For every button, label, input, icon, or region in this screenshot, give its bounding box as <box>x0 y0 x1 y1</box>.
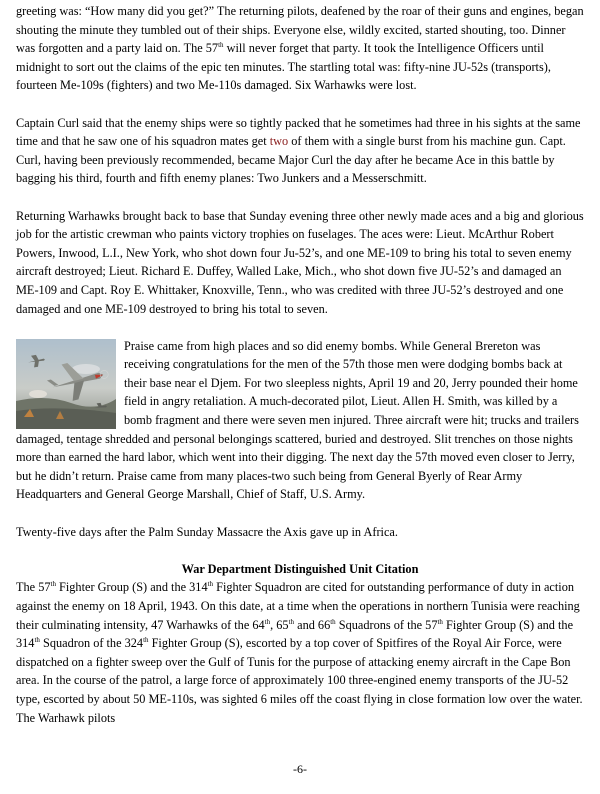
superscript: th <box>34 636 40 645</box>
text-run: Fighter Squadron are cited for outstanding performance of duty in action against the enemy on 18 April, 1943. On this date, at a time when the operations in northern Tunisia were reaching their culminating intensity, 47 Warhawks of the 64 <box>16 580 580 632</box>
superscript: th <box>264 617 271 626</box>
text-run: greeting was: “How many did you get?” The returning pilots, deafened by the roar of their guns and engines, began shouting the minute they tumbled out of their ships. Everyone else, wildly excited, started shouting, too. Dinner was forgotten and a party laid on. The 57 <box>16 4 584 56</box>
text-run: and 66 <box>294 617 331 632</box>
paragraph-axis-gave-up: Twenty-five days after the Palm Sunday Massacre the Axis gave up in Africa. <box>16 524 398 539</box>
text-run: Captain Curl said that the enemy ships were so tightly packed that he sometimes had three in his sights at the same time and that he saw one of his squadron mates get <box>16 115 581 149</box>
text-run: Squadron of the 324 <box>39 636 144 651</box>
superscript: th <box>330 617 336 626</box>
warhawk-painting-image <box>16 339 116 429</box>
page-number: -6- <box>293 762 307 776</box>
paragraph-captain-curl <box>16 114 584 188</box>
warhawk-painting-icon <box>16 339 116 429</box>
text-run: will never forget that party. It took the Intelligence Officers until midnight to sort out the claims of the epic ten minutes. The startling total was: fifty-nine JU-52s (transports), fourteen Me-109s (fighters) and two Me-110s damaged. Six Warhawks were lost. <box>16 41 551 93</box>
text-run: of them with a single burst from his machine gun. Capt. Curl, having been previously recommended, became Major Curl the day after he became Ace in this battle by bagging his third, fourth and fifth enemy planes: Two Junkers and a Messerschmitt. <box>16 134 566 186</box>
superscript: th <box>218 41 224 50</box>
paragraph-aces: Returning Warhawks brought back to base that Sunday evening three other newly made aces and a big and glorious job for the artistic crewman who paints victory trophies on fuselages. The aces were: Lieut. McArthur Robert Powers, Inwood, L.I., New York, who shot down four Ju-52’s, and one ME-109 to bring his total to seven enemy aircraft destroyed; Lieut. Richard E. Duffey, Walled Lake, Mich., who shot down five JU-52’s and damaged an ME-109 and Capt. Roy E. Whittaker, Knoxville, Tenn., who was credited with three JU-52’s destroyed and one damaged and one ME-109 destroyed to bring his total to seven. <box>16 208 584 316</box>
superscript: th <box>437 617 443 626</box>
citation-heading: War Department Distinguished Unit Citation <box>181 561 419 576</box>
text-run: , 65 <box>270 617 289 632</box>
superscript: th <box>288 617 295 626</box>
highlighted-word: two <box>269 134 289 149</box>
superscript: th <box>143 636 149 645</box>
superscript: th <box>207 580 214 589</box>
superscript: th <box>50 580 56 589</box>
text-run: Fighter Group (S), escorted by a top cover of Spitfires of the Royal Air Force, were dispatched on a fighter sweep over the Gulf of Tunis for the purpose of attacking enemy aircraft in the Cape Bon area. In the course of the patrol, a large force of approximately 100 three-engined enemy transports of the JU-52 type, escorted by about 50 ME-110s, was sighted 6 miles off the coast flying in close formation low over the water. The Warhawk pilots <box>16 636 583 725</box>
document-page <box>16 0 584 727</box>
paragraph-party <box>16 2 584 95</box>
paragraph-praise: Praise came from high places and so did enemy bombs. While General Brereton was receiving congratulations for the men of the 57th those men were dodging bombs back at their base near el Djem. For two sleepless nights, April 19 and 20, Jerry pounded their home field in angry retaliation. A much-decorated pilot, Lieut. Allen H. Smith, was killed by a bomb fragment and there were seven men injured. Three aircraft were hit; trucks and trailers damaged, tentage shredded and personal belongings scattered, buried and destroyed. Slit trenches on those nights more than earned the hard labor, which went into their digging. The next day the 57th moved even closer to Jerry, but he didn’t return. Praise came from many places-two such being from General Byerly of Rear Army Headquarters and General George Marshall, Chief of Staff, U.S. Army. <box>16 338 579 502</box>
text-run: Fighter Group (S) and the 314 <box>55 580 208 595</box>
text-run: Fighter Group (S) and the 314 <box>16 617 574 651</box>
paragraph-citation <box>16 578 584 727</box>
text-run: Squadrons of the 57 <box>335 617 438 632</box>
text-run: The 57 <box>16 580 51 595</box>
